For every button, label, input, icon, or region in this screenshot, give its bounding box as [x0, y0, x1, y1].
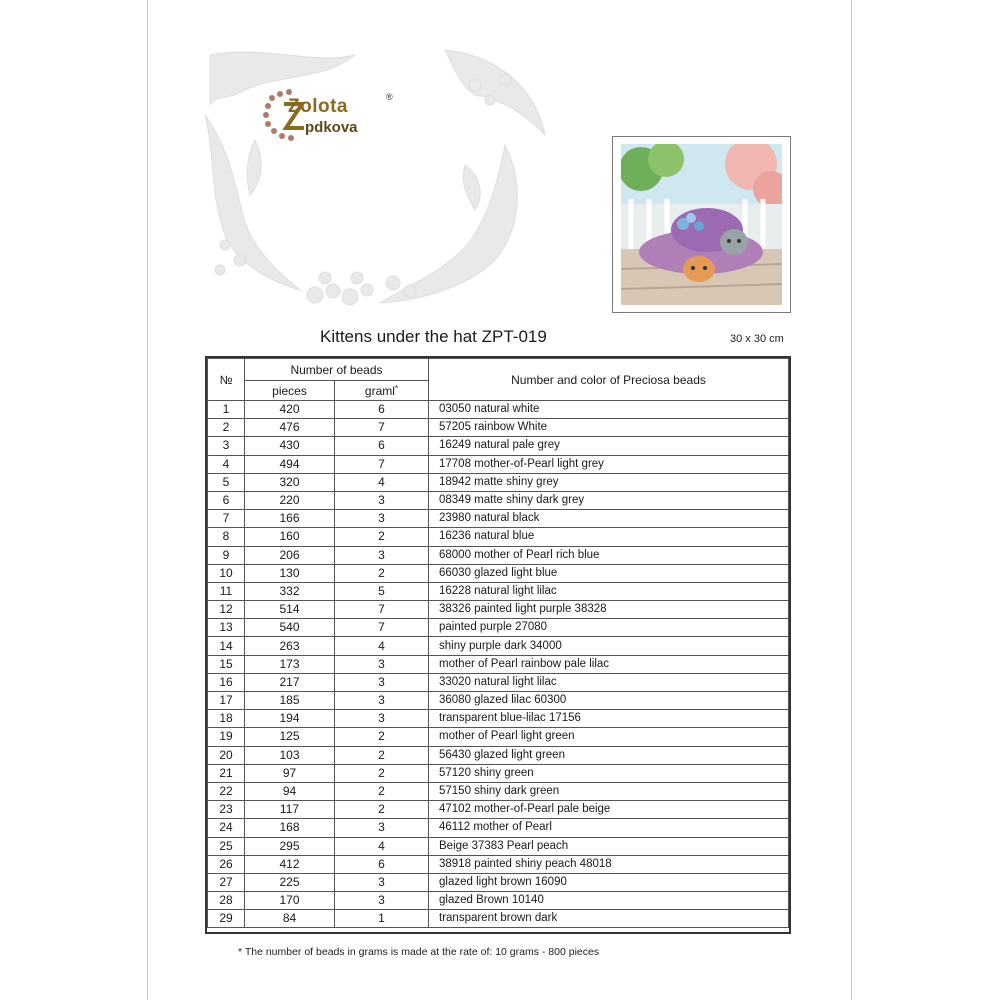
row-grams: 4 [335, 473, 429, 491]
row-number: 11 [208, 582, 245, 600]
table-row [208, 528, 789, 546]
header-number-of-beads: Number of beads [245, 359, 429, 381]
row-color: 16228 natural light lilac [429, 582, 789, 600]
row-number: 9 [208, 546, 245, 564]
row-number: 24 [208, 819, 245, 837]
row-number: 1 [208, 401, 245, 419]
table-row [208, 582, 789, 600]
registered-mark: ® [386, 92, 393, 102]
row-grams: 1 [335, 910, 429, 928]
table-row [208, 873, 789, 891]
row-color: 68000 mother of Pearl rich blue [429, 546, 789, 564]
row-grams: 2 [335, 782, 429, 800]
row-pieces: 332 [245, 582, 335, 600]
row-pieces: 220 [245, 491, 335, 509]
row-grams: 2 [335, 728, 429, 746]
row-grams: 3 [335, 819, 429, 837]
row-pieces: 94 [245, 782, 335, 800]
row-grams: 3 [335, 510, 429, 528]
row-pieces: 170 [245, 892, 335, 910]
row-color: 57150 shiny dark green [429, 782, 789, 800]
table-row [208, 910, 789, 928]
row-color: 38326 painted light purple 38328 [429, 601, 789, 619]
page-title: Kittens under the hat ZPT-019 [320, 327, 547, 346]
row-pieces: 130 [245, 564, 335, 582]
row-pieces: 103 [245, 746, 335, 764]
row-color: 66030 glazed light blue [429, 564, 789, 582]
row-grams: 3 [335, 873, 429, 891]
table-row [208, 801, 789, 819]
row-pieces: 217 [245, 673, 335, 691]
row-color: 56430 glazed light green [429, 746, 789, 764]
row-number: 13 [208, 619, 245, 637]
table-row [208, 401, 789, 419]
header-grams-mark: * [394, 383, 399, 393]
table-row [208, 855, 789, 873]
row-grams: 3 [335, 491, 429, 509]
row-pieces: 166 [245, 510, 335, 528]
table-row [208, 473, 789, 491]
table-row [208, 673, 789, 691]
row-number: 3 [208, 437, 245, 455]
table-row [208, 746, 789, 764]
row-grams: 3 [335, 655, 429, 673]
table-row [208, 764, 789, 782]
table-row [208, 564, 789, 582]
footnote: * The number of beads in grams is made at the rate of: 10 grams - 800 pieces [238, 946, 600, 958]
row-color: 23980 natural black [429, 510, 789, 528]
header-color: Number and color of Preciosa beads [429, 359, 789, 401]
floral-ornament [205, 45, 550, 310]
table-row [208, 437, 789, 455]
row-number: 20 [208, 746, 245, 764]
table-row [208, 491, 789, 509]
table-row [208, 837, 789, 855]
row-grams: 2 [335, 764, 429, 782]
row-grams: 4 [335, 837, 429, 855]
row-pieces: 160 [245, 528, 335, 546]
row-grams: 4 [335, 637, 429, 655]
table-row [208, 601, 789, 619]
header-grams [335, 381, 429, 401]
row-color: 38918 painted shiny peach 48018 [429, 855, 789, 873]
row-color: mother of Pearl rainbow pale lilac [429, 655, 789, 673]
header-grams-label: graml [364, 383, 395, 398]
kittens-illustration [621, 144, 782, 305]
row-color: transparent brown dark [429, 910, 789, 928]
row-number: 5 [208, 473, 245, 491]
row-pieces: 320 [245, 473, 335, 491]
row-color: 16249 natural pale grey [429, 437, 789, 455]
row-pieces: 97 [245, 764, 335, 782]
row-number: 2 [208, 419, 245, 437]
row-pieces: 173 [245, 655, 335, 673]
row-number: 23 [208, 801, 245, 819]
row-color: 47102 mother-of-Pearl pale beige [429, 801, 789, 819]
row-pieces: 476 [245, 419, 335, 437]
row-grams: 7 [335, 619, 429, 637]
row-color: 36080 glazed lilac 60300 [429, 692, 789, 710]
row-pieces: 185 [245, 692, 335, 710]
row-number: 22 [208, 782, 245, 800]
row-grams: 2 [335, 801, 429, 819]
row-grams: 6 [335, 437, 429, 455]
row-number: 21 [208, 764, 245, 782]
brand-name: Zolota [288, 96, 348, 117]
row-color: transparent blue-lilac 17156 [429, 710, 789, 728]
table-row [208, 510, 789, 528]
row-pieces: 412 [245, 855, 335, 873]
row-pieces: 263 [245, 637, 335, 655]
row-color: 46112 mother of Pearl [429, 819, 789, 837]
table-row [208, 782, 789, 800]
row-number: 14 [208, 637, 245, 655]
row-pieces: 168 [245, 819, 335, 837]
row-pieces: 430 [245, 437, 335, 455]
row-pieces: 206 [245, 546, 335, 564]
beads-table [205, 356, 791, 934]
row-color: glazed Brown 10140 [429, 892, 789, 910]
row-color: glazed light brown 16090 [429, 873, 789, 891]
beads-table-body [208, 401, 789, 928]
row-grams: 2 [335, 528, 429, 546]
row-number: 29 [208, 910, 245, 928]
row-grams: 3 [335, 710, 429, 728]
row-pieces: 194 [245, 710, 335, 728]
row-grams: 3 [335, 546, 429, 564]
row-grams: 6 [335, 855, 429, 873]
row-number: 25 [208, 837, 245, 855]
row-number: 27 [208, 873, 245, 891]
row-grams: 2 [335, 564, 429, 582]
row-number: 8 [208, 528, 245, 546]
table-row [208, 546, 789, 564]
row-grams: 3 [335, 673, 429, 691]
row-color: mother of Pearl light green [429, 728, 789, 746]
table-row [208, 710, 789, 728]
row-number: 6 [208, 491, 245, 509]
row-number: 15 [208, 655, 245, 673]
row-grams: 5 [335, 582, 429, 600]
row-number: 26 [208, 855, 245, 873]
row-number: 12 [208, 601, 245, 619]
row-pieces: 295 [245, 837, 335, 855]
row-pieces: 117 [245, 801, 335, 819]
row-number: 19 [208, 728, 245, 746]
row-color: 33020 natural light lilac [429, 673, 789, 691]
row-color: painted purple 27080 [429, 619, 789, 637]
row-grams: 3 [335, 892, 429, 910]
row-color: 57205 rainbow White [429, 419, 789, 437]
row-color: shiny purple dark 34000 [429, 637, 789, 655]
row-grams: 7 [335, 455, 429, 473]
row-grams: 7 [335, 419, 429, 437]
row-grams: 2 [335, 746, 429, 764]
row-color: 18942 matte shiny grey [429, 473, 789, 491]
table-row [208, 655, 789, 673]
row-number: 17 [208, 692, 245, 710]
row-color: 57120 shiny green [429, 764, 789, 782]
product-picture [612, 136, 791, 313]
row-color: Beige 37383 Pearl peach [429, 837, 789, 855]
table-row [208, 419, 789, 437]
row-color: 17708 mother-of-Pearl light grey [429, 455, 789, 473]
row-number: 18 [208, 710, 245, 728]
row-number: 7 [208, 510, 245, 528]
row-color: 08349 matte shiny dark grey [429, 491, 789, 509]
header-pieces: pieces [245, 381, 335, 401]
table-row [208, 637, 789, 655]
row-grams: 6 [335, 401, 429, 419]
brand-name-second-line: pdkova [305, 119, 358, 136]
row-pieces: 540 [245, 619, 335, 637]
table-row [208, 619, 789, 637]
row-grams: 3 [335, 692, 429, 710]
row-pieces: 84 [245, 910, 335, 928]
pattern-size: 30 x 30 cm [730, 333, 784, 345]
row-number: 28 [208, 892, 245, 910]
row-number: 16 [208, 673, 245, 691]
row-pieces: 514 [245, 601, 335, 619]
row-number: 4 [208, 455, 245, 473]
table-row [208, 455, 789, 473]
table-row [208, 819, 789, 837]
row-grams: 7 [335, 601, 429, 619]
row-pieces: 494 [245, 455, 335, 473]
table-row [208, 692, 789, 710]
row-pieces: 225 [245, 873, 335, 891]
row-color: 03050 natural white [429, 401, 789, 419]
table-row [208, 728, 789, 746]
row-pieces: 420 [245, 401, 335, 419]
row-pieces: 125 [245, 728, 335, 746]
table-row [208, 892, 789, 910]
header-no: № [208, 359, 245, 401]
row-number: 10 [208, 564, 245, 582]
row-color: 16236 natural blue [429, 528, 789, 546]
